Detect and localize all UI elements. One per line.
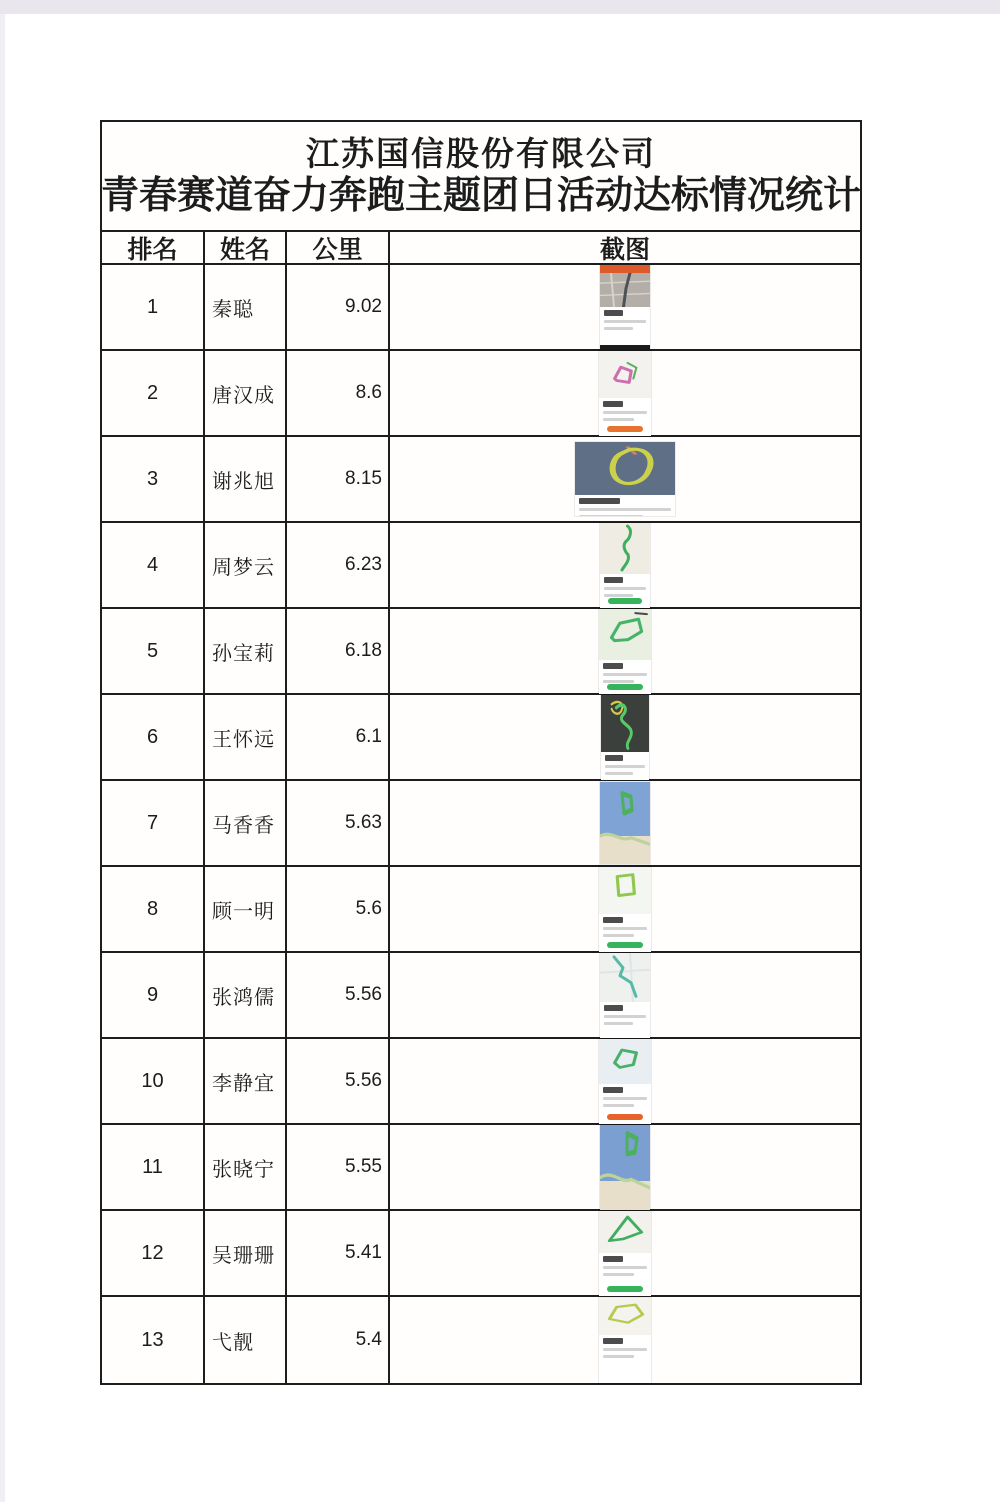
- rank-cell: 13: [102, 1297, 205, 1383]
- rank-cell: 8: [102, 867, 205, 951]
- table-row: [102, 609, 860, 695]
- thumb-stat-line: [603, 1266, 647, 1269]
- screenshot-thumbnail: [599, 867, 651, 952]
- screenshot-thumbnail: [600, 953, 650, 1038]
- thumb-stats: [599, 660, 651, 694]
- thumb-stat-line: [605, 772, 633, 775]
- rank-cell: 6: [102, 695, 205, 779]
- kilometers-cell: 6.1: [287, 695, 390, 779]
- route-map-icon: [599, 1298, 651, 1335]
- thumb-distance-text: [603, 663, 623, 669]
- thumb-stats: [599, 1253, 651, 1296]
- thumb-stats: [599, 914, 651, 951]
- rank-cell: 3: [102, 437, 205, 521]
- kilometers-cell: 5.56: [287, 953, 390, 1037]
- table-row: [102, 867, 860, 953]
- rank-cell: 2: [102, 351, 205, 435]
- screenshot-thumbnail: [599, 1039, 651, 1124]
- route-map-icon: [600, 953, 650, 1002]
- table-header-row: [102, 232, 860, 265]
- table-rows: [102, 265, 860, 1383]
- thumb-map: [599, 609, 651, 660]
- thumb-stats: [600, 1002, 650, 1038]
- screenshot-thumbnail: [599, 1298, 651, 1383]
- screenshot-cell: [390, 437, 860, 521]
- table-row: [102, 695, 860, 781]
- table-row: [102, 781, 860, 867]
- route-map-icon: [599, 1211, 651, 1254]
- screenshot-cell: [390, 1211, 860, 1295]
- route-map-icon: [599, 351, 651, 399]
- thumb-button-pill: [607, 942, 643, 948]
- thumb-map: [601, 695, 649, 753]
- thumb-map: [600, 953, 650, 1002]
- route-map-icon: [575, 442, 675, 495]
- thumb-stat-line: [579, 508, 671, 511]
- thumb-map: [599, 867, 651, 915]
- thumb-stats: [599, 1335, 651, 1383]
- thumb-map: [599, 351, 651, 399]
- thumb-distance-text: [605, 755, 623, 761]
- thumb-button-pill: [607, 684, 643, 690]
- table-title-cell: [102, 122, 860, 232]
- thumb-header-bar: [600, 265, 650, 273]
- thumb-map: [600, 782, 650, 864]
- page-top-edge: [0, 0, 1000, 14]
- screenshot-thumbnail: [599, 609, 651, 694]
- company-title: 江苏国信股份有限公司: [306, 134, 656, 172]
- name-cell: 张鸿儒: [205, 953, 287, 1037]
- kilometers-cell: 5.56: [287, 1039, 390, 1123]
- route-map-icon: [600, 523, 650, 574]
- thumb-stats: [599, 1084, 651, 1123]
- screenshot-thumbnail: [600, 523, 650, 608]
- screenshot-cell: [390, 609, 860, 693]
- thumb-map: [600, 1125, 650, 1210]
- name-cell: 顾一明: [205, 867, 287, 951]
- screenshot-cell: [390, 781, 860, 865]
- table-row: [102, 351, 860, 437]
- rank-cell: 1: [102, 265, 205, 349]
- thumb-distance-text: [603, 1338, 623, 1344]
- screenshot-cell: [390, 265, 860, 349]
- thumb-stat-line: [603, 1097, 647, 1100]
- thumb-map: [600, 523, 650, 574]
- thumb-stat-line: [604, 327, 633, 330]
- route-map-icon: [600, 273, 650, 307]
- name-cell: 谢兆旭: [205, 437, 287, 521]
- thumb-stat-line: [603, 1104, 634, 1107]
- thumb-map: [575, 442, 675, 495]
- name-cell: 秦聪: [205, 265, 287, 349]
- kilometers-cell: 6.23: [287, 523, 390, 607]
- thumb-map: [599, 1298, 651, 1335]
- name-cell: 弋靓: [205, 1297, 287, 1383]
- kilometers-cell: 5.6: [287, 867, 390, 951]
- rank-cell: 5: [102, 609, 205, 693]
- table-row: [102, 1211, 860, 1297]
- activity-subtitle: 青春赛道奋力奔跑主题团日活动达标情况统计: [101, 174, 862, 217]
- screenshot-cell: [390, 1297, 860, 1383]
- screenshot-cell: [390, 523, 860, 607]
- screenshot-thumbnail: [575, 442, 675, 516]
- rank-cell: 11: [102, 1125, 205, 1209]
- name-cell: 唐汉成: [205, 351, 287, 435]
- thumb-stat-line: [603, 1355, 634, 1358]
- kilometers-cell: 5.4: [287, 1297, 390, 1383]
- thumb-stats: [575, 495, 675, 516]
- thumb-stats: [599, 398, 651, 435]
- screenshot-cell: [390, 1039, 860, 1123]
- thumb-distance-text: [604, 577, 623, 583]
- thumb-stat-line: [603, 673, 647, 676]
- table-row: [102, 1125, 860, 1211]
- thumb-distance-text: [603, 917, 623, 923]
- thumb-stats: [601, 752, 649, 779]
- thumb-distance-text: [603, 1087, 623, 1093]
- route-map-icon: [599, 1039, 651, 1085]
- thumb-stat-line: [604, 594, 633, 597]
- thumb-map: [599, 1211, 651, 1254]
- kilometers-cell: 8.15: [287, 437, 390, 521]
- route-map-icon: [601, 695, 649, 753]
- header-kilometers: 公里: [287, 232, 390, 263]
- thumb-distance-text: [603, 1256, 623, 1262]
- table-row: [102, 1039, 860, 1125]
- rank-cell: 12: [102, 1211, 205, 1295]
- table-row: [102, 953, 860, 1039]
- route-map-icon: [599, 867, 651, 915]
- kilometers-cell: 5.41: [287, 1211, 390, 1295]
- name-cell: 孙宝莉: [205, 609, 287, 693]
- thumb-distance-text: [604, 1005, 623, 1011]
- name-cell: 周梦云: [205, 523, 287, 607]
- kilometers-cell: 8.6: [287, 351, 390, 435]
- kilometers-cell: 5.55: [287, 1125, 390, 1209]
- statistics-table: [100, 120, 862, 1385]
- thumb-map: [599, 1039, 651, 1085]
- thumb-stat-line: [605, 765, 645, 768]
- thumb-distance-text: [604, 310, 623, 316]
- table-row: [102, 437, 860, 523]
- thumb-stat-line: [604, 320, 646, 323]
- page-left-edge: [0, 14, 5, 1502]
- thumb-stat-line: [604, 1022, 633, 1025]
- route-map-icon: [600, 782, 650, 864]
- thumb-distance-text: [579, 498, 620, 504]
- screenshot-thumbnail: [599, 351, 651, 436]
- table-row: [102, 265, 860, 351]
- thumb-stat-line: [603, 1348, 647, 1351]
- table-row: [102, 1297, 860, 1383]
- route-map-icon: [599, 609, 651, 660]
- thumb-distance-text: [603, 401, 623, 407]
- screenshot-cell: [390, 1125, 860, 1209]
- thumb-footer-bar: [600, 345, 650, 350]
- thumb-button-pill: [607, 1286, 643, 1292]
- thumb-stat-line: [603, 1273, 634, 1276]
- header-screenshot: 截图: [599, 235, 650, 264]
- kilometers-cell: 5.63: [287, 781, 390, 865]
- screenshot-cell: [390, 953, 860, 1037]
- screenshot-thumbnail: [599, 1211, 651, 1296]
- screenshot-thumbnail: [600, 265, 650, 350]
- rank-cell: 4: [102, 523, 205, 607]
- screenshot-cell: [390, 351, 860, 435]
- route-map-icon: [600, 1125, 650, 1210]
- thumb-stat-line: [603, 411, 647, 414]
- rank-cell: 7: [102, 781, 205, 865]
- name-cell: 马香香: [205, 781, 287, 865]
- thumb-stat-line: [603, 927, 647, 930]
- thumb-stat-line: [604, 1015, 646, 1018]
- rank-cell: 10: [102, 1039, 205, 1123]
- name-cell: 王怀远: [205, 695, 287, 779]
- thumb-button-pill: [608, 598, 642, 604]
- thumb-map: [600, 273, 650, 307]
- thumb-stat-line: [603, 680, 634, 683]
- kilometers-cell: 9.02: [287, 265, 390, 349]
- thumb-stats: [600, 574, 650, 608]
- rank-cell: 9: [102, 953, 205, 1037]
- thumb-stats: [600, 307, 650, 345]
- thumb-stat-line: [579, 515, 643, 516]
- thumb-stat-line: [603, 418, 634, 421]
- table-row: [102, 523, 860, 609]
- screenshot-cell: [390, 867, 860, 951]
- name-cell: 吴珊珊: [205, 1211, 287, 1295]
- screenshot-thumbnail: [601, 695, 649, 780]
- header-name: 姓名: [205, 232, 287, 263]
- header-rank: 排名: [102, 232, 205, 263]
- thumb-button-pill: [607, 426, 643, 432]
- screenshot-thumbnail: [600, 1125, 650, 1210]
- kilometers-cell: 6.18: [287, 609, 390, 693]
- thumb-button-pill: [607, 1114, 643, 1120]
- name-cell: 张晓宁: [205, 1125, 287, 1209]
- thumb-stat-line: [604, 587, 646, 590]
- screenshot-thumbnail: [600, 782, 650, 864]
- screenshot-cell: [390, 695, 860, 779]
- thumb-stat-line: [603, 934, 634, 937]
- name-cell: 李静宜: [205, 1039, 287, 1123]
